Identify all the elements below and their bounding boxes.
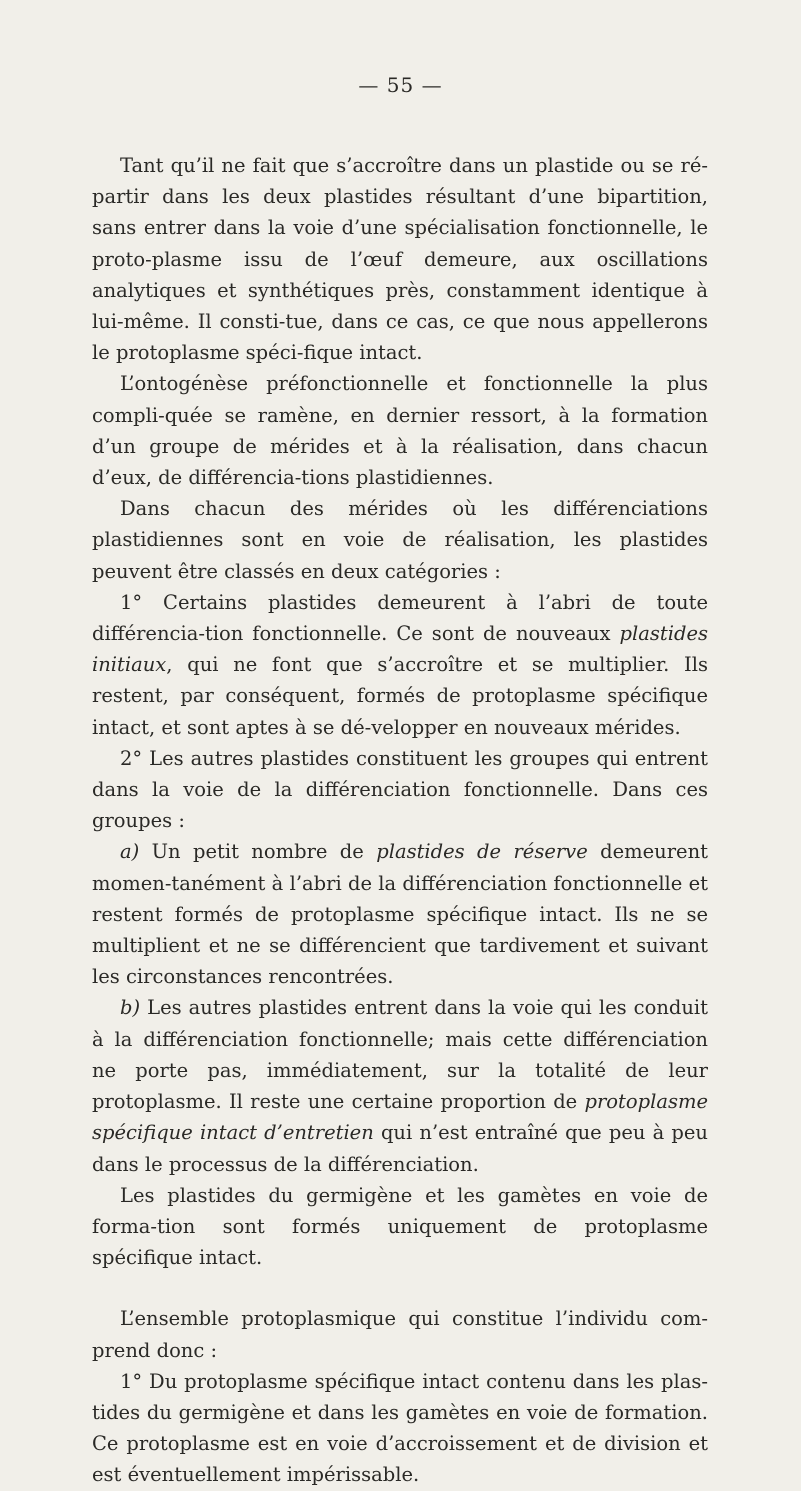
- paragraph-germigene: Les plastides du germigène et les gamètes en voie de forma-tion sont formés uniquement de protoplasme spécifique intact.: [92, 1183, 708, 1270]
- paragraph-plastides-reserve: [92, 836, 708, 992]
- italic-term: plastides initiaux: [92, 622, 708, 677]
- paragraph-text: 1° Certains plastides demeurent à l’abri de toute différencia-tion fonctionnelle. Ce sont de nouveaux: [92, 590, 708, 646]
- list-marker: b): [120, 996, 141, 1020]
- paragraph-ontogenese: L’ontogénèse préfonctionnelle et fonctionnelle la plus compli-quée se ramène, en dernier ressort, à la formation d’un groupe de mérides et à la réalisation, dans chacun d’eux, de différencia-tions plastidiennes.: [92, 372, 708, 490]
- italic-term: plastides de réserve: [376, 840, 588, 864]
- paragraph-ensemble-protoplasmique: L’ensemble protoplasmique qui constitue l’individu com-prend donc :: [92, 1307, 708, 1362]
- page-number: — 55 —: [358, 73, 443, 97]
- italic-term: protoplasme spécifique intact d’entretien: [92, 1090, 708, 1145]
- paragraph-plastides-initiaux: [92, 587, 708, 743]
- paragraph-autres-plastides: 2° Les autres plastides constituent les groupes qui entrent dans la voie de la différenciation fonctionnelle. Dans ces groupes :: [92, 746, 708, 833]
- section-gap: [92, 1273, 708, 1303]
- paragraph-text: demeurent momen-tanément à l’abri de la différenciation fonctionnelle et restent formés de protoplasme spécifique intact. Ils ne se multiplient et ne se différencient que tardivement et suivant les circonstances rencontrées.: [92, 840, 708, 989]
- body-text: [92, 150, 708, 1491]
- paragraph-protoplasme-entretien: [92, 992, 708, 1179]
- paragraph-protoplasme-intact: Tant qu’il ne fait que s’accroître dans un plastide ou se ré-partir dans les deux plastides résultant d’une bipartition, sans entrer dans la voie d’une spécialisation fonctionnelle, le proto-plasme issu de l’œuf demeure, aux oscillations analytiques et synthétiques près, constamment identique à lui-même. Il consti-tue, dans ce cas, ce que nous appellerons le protoplasme spéci-fique intact.: [92, 154, 708, 365]
- paragraph-deux-categories: Dans chacun des mérides où les différenciations plastidiennes sont en voie de réalisation, les plastides peuvent être classés en deux catégories :: [92, 497, 708, 583]
- paragraph-text: qui n’est entraîné que peu à peu dans le processus de la différenciation.: [92, 1121, 708, 1176]
- paragraph-text: Un petit nombre de: [139, 840, 377, 864]
- paragraph-text: , qui ne font que s’accroître et se multiplier. Ils restent, par conséquent, formés de protoplasme spécifique intact, et sont aptes à se dé-velopper en nouveaux mérides.: [92, 653, 708, 739]
- paragraph-text: Les autres plastides entrent dans la voie qui les conduit à la différenciation fonctionnelle; mais cette différenciation ne porte pas, immédiatement, sur la totalité de leur protoplasme. Il reste une certaine proportion de: [92, 996, 708, 1114]
- list-marker: a): [120, 840, 140, 864]
- paragraph-protoplasme-imperissable: 1° Du protoplasme spécifique intact contenu dans les plas-tides du germigène et dans les gamètes en voie de formation. Ce protoplasme est en voie d’accroissement et de division et est éventuellement impérissable.: [92, 1369, 708, 1487]
